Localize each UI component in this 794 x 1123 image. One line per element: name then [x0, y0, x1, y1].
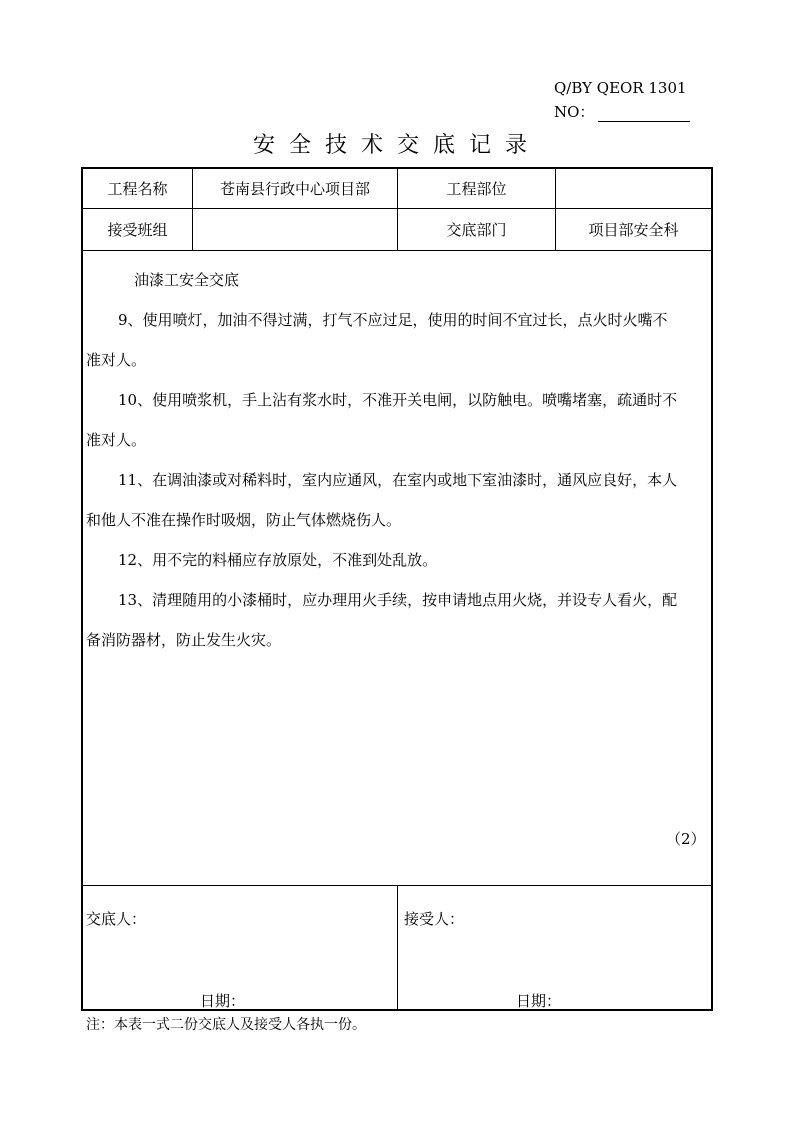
form-number: [554, 102, 690, 122]
content-line: 备消防器材，防止发生火灾。: [86, 631, 282, 649]
form-number-blank: [598, 107, 690, 122]
signature-divider: [397, 885, 398, 1011]
project-name-label: 工程名称: [107, 180, 168, 198]
page-title: 安全技术交底记录: [252, 133, 541, 158]
receiver-date-label: 日期：: [516, 992, 562, 1010]
page-marker: （2）: [666, 830, 706, 848]
dept-label: 交底部门: [446, 221, 507, 239]
content-line: 准对人。: [86, 351, 147, 369]
content-heading: 油漆工安全交底: [134, 271, 240, 289]
receiving-team-label: 接受班组: [107, 221, 168, 239]
receiver-label: 接受人：: [404, 910, 465, 928]
content-line: 和他人不准在操作时吸烟，防止气体燃烧伤人。: [86, 511, 402, 529]
form-code: Q/BY QEOR 1301: [554, 79, 687, 97]
giver-label: 交底人：: [86, 910, 147, 928]
form-number-label: NO：: [554, 103, 595, 121]
project-part-label: 工程部位: [446, 180, 507, 198]
content-line: 12、用不完的料桶应存放原处，不准到处乱放。: [118, 551, 438, 569]
dept-value: 项目部安全科: [588, 221, 679, 239]
content-line: 准对人。: [86, 431, 147, 449]
project-name-value: 苍南县行政中心项目部: [219, 180, 370, 198]
project-part-value: [556, 169, 711, 208]
footnote: 注：本表一式二份交底人及接受人各执一份。: [86, 1017, 366, 1033]
content-line: 9、使用喷灯，加油不得过满，打气不应过足，使用的时间不宜过长，点火时火嘴不: [118, 311, 668, 329]
content-line: 13、清理随用的小漆桶时，应办理用火手续，按申请地点用火烧，并设专人看火，配: [118, 591, 678, 609]
giver-date-label: 日期：: [200, 992, 246, 1010]
content-line: 10、使用喷浆机，手上沾有浆水时，不准开关电闸，以防触电。喷嘴堵塞，疏通时不: [118, 391, 678, 409]
content-line: 11、在调油漆或对稀料时，室内应通风，在室内或地下室油漆时，通风应良好，本人: [118, 471, 678, 489]
receiving-team-value: [193, 209, 397, 250]
